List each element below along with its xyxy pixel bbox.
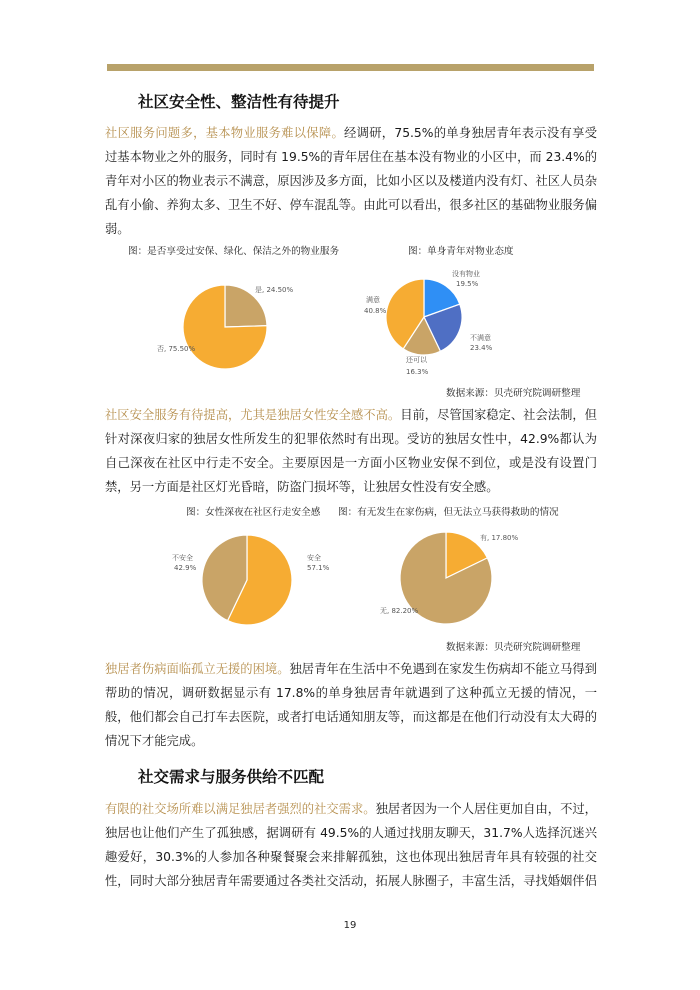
slice-label-no-property-name: 没有物业 — [452, 270, 480, 278]
paragraph-social-venues — [105, 797, 597, 893]
chart-caption-female-safety: 图：女性深夜在社区行走安全感 — [186, 507, 321, 518]
chart-caption-service: 图：是否享受过安保、绿化、保洁之外的物业服务 — [128, 246, 340, 257]
paragraph-injury-isolation — [105, 657, 597, 753]
data-source-1: 数据来源：贝壳研究院调研整理 — [446, 388, 581, 399]
chart-caption-injury-help: 图：有无发生在家伤病，但无法立马获得救助的情况 — [338, 507, 559, 518]
paragraph-safety-service — [105, 403, 597, 499]
section-title-community-safety: 社区安全性、整洁性有待提升 — [138, 93, 340, 111]
paragraph-property-service — [105, 121, 597, 241]
pie-chart-female-safety — [172, 530, 330, 630]
slice-label-satisfied-value: 40.8% — [364, 307, 387, 315]
slice-label-no: 无, 82.20% — [380, 607, 419, 615]
slice-label-unsafe-name: 不安全 — [172, 554, 193, 562]
chart-caption-attitude: 图：单身青年对物业态度 — [408, 246, 514, 257]
slice-label-ok-value: 16.3% — [406, 368, 429, 376]
page-number: 19 — [343, 920, 357, 931]
slice-label-safe-value: 57.1% — [307, 564, 330, 572]
slice-label-unsafe-value: 42.9% — [174, 564, 197, 572]
slice-label-ok-name: 还可以 — [406, 356, 427, 364]
slice-label-dissatisfied-name: 不满意 — [470, 334, 491, 342]
pie-chart-service — [157, 270, 318, 380]
slice-label-yes: 有, 17.80% — [480, 534, 519, 542]
slice-label-yes: 是, 24.50% — [255, 286, 294, 294]
data-source-2: 数据来源：贝壳研究院调研整理 — [446, 642, 581, 653]
body-text: 经调研，75.5%的单身独居青年表示没有享受过基本物业之外的服务，同时有 19.5%的青年居住在基本没有物业的小区中，而 23.4%的青年对小区的物业表示不满意，原因涉及多方面，比如小区以及楼道内没有灯、社区人员杂乱有小偷、养狗太多、卫生不好、停车混乱等。由此可以看出，很多社区的基础物业服务偏弱。 — [105, 126, 597, 236]
pie-chart-attitude — [360, 262, 500, 382]
lead-sentence: 独居者伤病面临孤立无援的困境。 — [105, 662, 290, 676]
section-title-social-needs: 社交需求与服务供给不匹配 — [138, 768, 325, 786]
body-text: 独居青年在生活中不免遇到在家发生伤病却不能立马得到帮助的情况，调研数据显示有 17.8%的单身独居青年就遇到了这种孤立无援的情况，一般，他们都会自己打车去医院，或者打电话通知朋友等，而这都是在他们行动没有太大碍的情况下才能完成。 — [105, 662, 597, 748]
slice-label-no: 否, 75.50% — [157, 345, 196, 353]
top-rule — [107, 64, 594, 71]
slice-label-no-property-value: 19.5% — [456, 280, 479, 288]
lead-sentence: 社区服务问题多，基本物业服务难以保障。 — [105, 126, 345, 140]
slice-label-safe-name: 安全 — [307, 554, 321, 562]
pie-chart-injury-help — [380, 528, 548, 628]
lead-sentence: 有限的社交场所难以满足独居者强烈的社交需求。 — [105, 802, 376, 816]
slice-label-dissatisfied-value: 23.4% — [470, 344, 493, 352]
lead-sentence: 社区安全服务有待提高，尤其是独居女性安全感不高。 — [105, 408, 401, 422]
body-text: 独居者因为一个人居住更加自由，不过，独居也让他们产生了孤独感，据调研有 49.5%的人通过找朋友聊天，31.7%人选择沉迷兴趣爱好，30.3%的人参加各种聚餐聚会来排解孤独，这也体现出独居青年具有较强的社交性，同时大部分独居青年需要通过各类社交活动，拓展人脉圈子，丰富生活，寻找婚姻伴侣 — [105, 802, 597, 888]
slice-label-satisfied-name: 满意 — [366, 296, 380, 304]
body-text: 目前，尽管国家稳定、社会法制，但针对深夜归家的独居女性所发生的犯罪依然时有出现。受访的独居女性中，42.9%都认为自己深夜在社区中行走不安全。主要原因是一方面小区物业安保不到位，或是没有设置门禁，另一方面是社区灯光昏暗，防盗门损坏等，让独居女性没有安全感。 — [105, 408, 597, 494]
